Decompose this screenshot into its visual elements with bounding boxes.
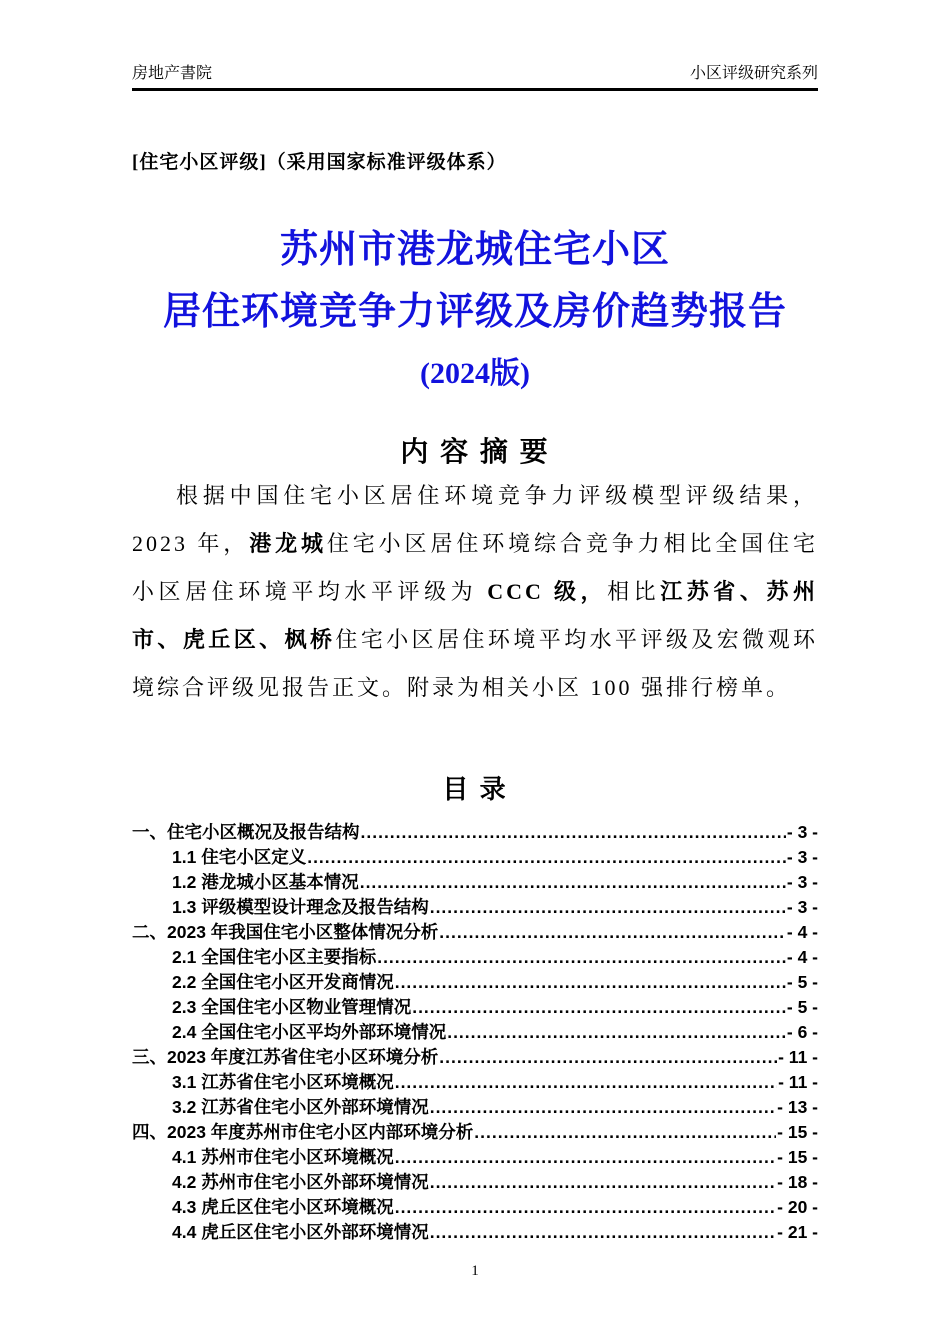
header-right-text: 小区评级研究系列 bbox=[689, 65, 818, 82]
toc-item-label: 2.3 全国住宅小区物业管理情况 bbox=[172, 997, 412, 1017]
toc-heading: 目 录 bbox=[442, 774, 508, 804]
summary-bold-text: 江苏省、苏州市、虎丘区、枫桥 bbox=[132, 579, 818, 652]
toc-leader-dots bbox=[430, 1220, 776, 1245]
toc-item-label: 1.1 住宅小区定义 bbox=[172, 847, 307, 867]
toc-item-label: 1.3 评级模型设计理念及报告结构 bbox=[172, 897, 429, 917]
toc-leader-dots bbox=[395, 1145, 776, 1170]
toc-leader-dots bbox=[447, 1020, 786, 1045]
summary-bold-text: CCC 级， bbox=[487, 579, 608, 604]
toc-row[interactable] bbox=[132, 920, 818, 945]
toc-row[interactable] bbox=[132, 1095, 818, 1120]
toc-leader-dots bbox=[395, 1195, 776, 1220]
toc-item-label: 2.1 全国住宅小区主要指标 bbox=[172, 947, 377, 967]
toc-row[interactable] bbox=[132, 995, 818, 1020]
toc-leader-dots bbox=[430, 1170, 776, 1195]
running-header bbox=[132, 60, 818, 91]
summary-text: 住宅小区居住环境平均水平评级及宏微观环境综合评级见报告正文。附录为相关小区 100 强排行榜单。 bbox=[132, 627, 818, 700]
toc-leader-dots bbox=[395, 1070, 777, 1095]
report-title-block bbox=[132, 228, 818, 392]
toc-item-page: - 11 - bbox=[778, 1047, 818, 1067]
toc-item-label: 4.3 虎丘区住宅小区环境概况 bbox=[172, 1197, 394, 1217]
toc-item-label: 4.2 苏州市住宅小区外部环境情况 bbox=[172, 1172, 429, 1192]
toc-leader-dots bbox=[430, 1095, 776, 1120]
toc-row[interactable] bbox=[132, 1020, 818, 1045]
toc-item-label: 一、住宅小区概况及报告结构 bbox=[132, 822, 360, 842]
toc-row[interactable] bbox=[132, 1045, 818, 1070]
toc-item-page: - 21 - bbox=[777, 1222, 818, 1242]
toc-item-page: - 5 - bbox=[786, 997, 818, 1017]
toc-row[interactable] bbox=[132, 1070, 818, 1095]
toc-item-label: 四、2023 年度苏州市住宅小区内部环境分析 bbox=[132, 1122, 474, 1142]
toc-item-label: 2.4 全国住宅小区平均外部环境情况 bbox=[172, 1022, 447, 1042]
toc-item-page: - 3 - bbox=[786, 847, 818, 867]
toc-item-label: 3.1 江苏省住宅小区环境概况 bbox=[172, 1072, 394, 1092]
toc-item-page: - 5 - bbox=[786, 972, 818, 992]
toc-item-page: - 18 - bbox=[777, 1172, 818, 1192]
toc-item-page: - 15 - bbox=[777, 1147, 818, 1167]
toc-item-label: 1.2 港龙城小区基本情况 bbox=[172, 872, 359, 892]
toc-row[interactable] bbox=[132, 1170, 818, 1195]
toc-item-label: 3.2 江苏省住宅小区外部环境情况 bbox=[172, 1097, 429, 1117]
toc-item-page: - 6 - bbox=[786, 1022, 818, 1042]
toc-item-label: 二、2023 年我国住宅小区整体情况分析 bbox=[132, 922, 439, 942]
toc-item-page: - 15 - bbox=[777, 1122, 818, 1142]
summary-paragraph bbox=[132, 472, 818, 712]
toc-row[interactable] bbox=[132, 945, 818, 970]
header-left-text: 房地产書院 bbox=[132, 65, 213, 82]
toc-leader-dots bbox=[474, 1120, 776, 1145]
summary-bold-text: 港龙城 bbox=[249, 531, 327, 556]
toc-item-page: - 3 - bbox=[786, 872, 818, 892]
report-title-line1: 苏州市港龙城住宅小区 bbox=[279, 229, 670, 271]
toc-list bbox=[132, 820, 818, 1245]
footer-page-number: 1 bbox=[471, 1263, 479, 1279]
toc-row[interactable] bbox=[132, 845, 818, 870]
toc-item-page: - 4 - bbox=[786, 947, 818, 967]
report-title-line2: 居住环境竞争力评级及房价趋势报告 bbox=[162, 291, 787, 333]
toc-leader-dots bbox=[395, 970, 786, 995]
toc-item-page: - 20 - bbox=[777, 1197, 818, 1217]
summary-text: 住宅小区居住环境综合竞争力相比全国住宅小区居住环境平均水平评级为 bbox=[132, 531, 818, 604]
toc-row[interactable] bbox=[132, 1120, 818, 1145]
summary-heading: 内 容 摘 要 bbox=[400, 436, 550, 467]
toc-leader-dots bbox=[439, 1045, 777, 1070]
toc-item-page: - 13 - bbox=[777, 1097, 818, 1117]
toc-row[interactable] bbox=[132, 1220, 818, 1245]
toc-row[interactable] bbox=[132, 870, 818, 895]
toc-row[interactable] bbox=[132, 1145, 818, 1170]
toc-item-page: - 3 - bbox=[786, 897, 818, 917]
summary-text: 根据中国住宅小区居住环境竞争力评级模型评级结果，2023 年， bbox=[132, 483, 818, 556]
toc-item-label: 4.4 虎丘区住宅小区外部环境情况 bbox=[172, 1222, 429, 1242]
toc-leader-dots bbox=[361, 820, 786, 845]
toc-row[interactable] bbox=[132, 895, 818, 920]
toc-item-page: - 11 - bbox=[778, 1072, 818, 1092]
classification-line: [住宅小区评级]（采用国家标准评级体系） bbox=[132, 152, 507, 173]
summary-text: 相比 bbox=[607, 579, 661, 604]
toc-item-label: 三、2023 年度江苏省住宅小区环境分析 bbox=[132, 1047, 439, 1067]
report-title-edition: (2024版) bbox=[420, 357, 530, 390]
toc-item-label: 2.2 全国住宅小区开发商情况 bbox=[172, 972, 394, 992]
toc-leader-dots bbox=[439, 920, 786, 945]
toc-leader-dots bbox=[360, 870, 786, 895]
toc-item-page: - 4 - bbox=[786, 922, 818, 942]
toc-leader-dots bbox=[307, 845, 786, 870]
toc-row[interactable] bbox=[132, 970, 818, 995]
toc-item-page: - 3 - bbox=[786, 822, 818, 842]
toc-leader-dots bbox=[430, 895, 786, 920]
toc-item-label: 4.1 苏州市住宅小区环境概况 bbox=[172, 1147, 394, 1167]
toc-leader-dots bbox=[377, 945, 786, 970]
toc-row[interactable] bbox=[132, 1195, 818, 1220]
toc-row[interactable] bbox=[132, 820, 818, 845]
toc-leader-dots bbox=[412, 995, 786, 1020]
